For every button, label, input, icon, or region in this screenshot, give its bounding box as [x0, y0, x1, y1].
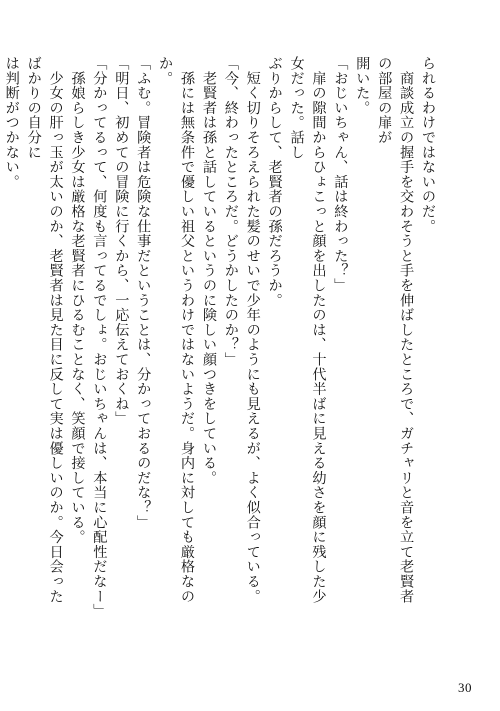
text-line: 開いた。 [354, 56, 371, 116]
text-line: 短く切りそろえられた髪のせいで少年のようにも見えるが、よく似合っている。 [244, 56, 261, 604]
text-line: は判断がつかない。 [3, 56, 20, 190]
text-line: 少女の肝っ玉が太いのか、老賢者は見た目に反して実は優しいのか。今日会ったばかりの自分に [25, 56, 64, 604]
text-line: ぶりからして、老賢者の孫だろうか。 [266, 56, 283, 308]
text-line: 孫には無条件で優しい祖父というわけではないようだ。身内に対しても厳格なのか。 [157, 56, 196, 604]
text-line: 「今、終わったところだ。どうかしたのか？」 [222, 56, 239, 367]
page-number: 30 [458, 680, 472, 695]
text-line: 「ふむ。冒険者は危険な仕事だということは、分かっておるのだな？」 [135, 56, 152, 530]
text-line: 扉の隙間からひょこっと顔を出したのは、十代半ばに見える幼さを顔に残した少女だった。話し [288, 56, 327, 604]
text-line: 孫娘らしき少女は厳格な老賢者にひるむことなく、笑顔で接している。 [69, 56, 86, 545]
text-line: 「おじいちゃん、話は終わった？」 [332, 56, 349, 293]
text-line: 「明日、初めての冒険に行くから、一応伝えておくね」 [113, 56, 130, 426]
text-line: 「分かってるって、何度も言ってるでしょ。おじいちゃんは、本当に心配性だなー」 [91, 56, 108, 619]
vertical-text-body [3, 56, 438, 619]
text-line: 老賢者は孫と話しているというのに険しい顔つきをしている。 [200, 56, 217, 486]
text-line: 商談成立の握手を交わそうと手を伸ばしたところで、ガチャリと音を立て老賢者の部屋の扉が [376, 56, 415, 604]
text-line: られるわけではないのだ。 [420, 56, 436, 234]
